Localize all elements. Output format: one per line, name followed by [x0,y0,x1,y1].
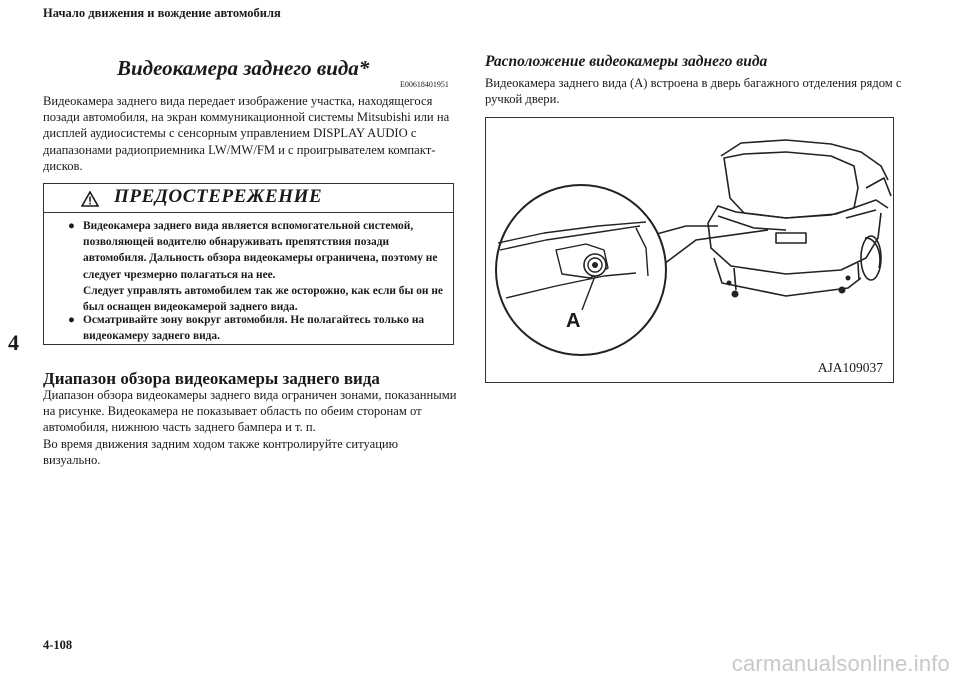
watermark: carmanualsonline.info [731,651,950,676]
warning-title: ПРЕДОСТЕРЕЖЕНИЕ [114,186,323,207]
warning-header [44,184,453,213]
location-heading: Расположение видеокамеры заднего вида [485,53,768,70]
warning-item [68,312,448,344]
camera-label-a: A [566,310,581,332]
warning-triangle-icon [81,191,99,207]
camera-location-figure [485,117,894,383]
location-paragraph: Видеокамера заднего вида (A) встроена в дверь багажного отделения рядом с ручкой двери. [485,76,902,107]
running-head: Начало движения и вождение автомобиля [43,6,281,20]
figure-code: AJA109037 [817,360,883,375]
warning-item-text: Видеокамера заднего вида является вспомогательной системой, позволяющей водителю обнаруживать препятствия позади автомобиля. Дальность обзора видеокамеры ограничена, поэтому не следует чрезмерно полагаться на нее. Следует управлять автомобилем так же осторожно, как если бы он не был оснащен видеокамерой заднего вида. [83,220,443,314]
warning-box [43,183,454,345]
chapter-tab: 4 [8,330,19,355]
page-number: 4-108 [43,638,73,652]
vehicle-rear-illustration [486,118,894,383]
warning-item [68,218,448,315]
bullet-icon: ● [68,220,75,232]
bullet-icon: ● [68,314,75,326]
range-paragraph: Диапазон обзора видеокамеры заднего вида ограничен зонами, показанными на рисунке. Видеокамера не показывает область по обеим сторонам от автомобиля, нижнюю часть заднего бампера и т. п. Во время движения задним ходом также контролируйте ситуацию визуально. [43,388,457,467]
section-title: Видеокамера заднего вида* [117,56,370,80]
range-heading: Диапазон обзора видеокамеры заднего вида [43,369,380,388]
section-code: E00618401951 [400,80,449,89]
warning-item-text: Осматривайте зону вокруг автомобиля. Не полагайтесь только на видеокамеру заднего вида. [83,314,425,343]
intro-paragraph: Видеокамера заднего вида передает изображение участка, находящегося позади автомобиля, на экран коммуникационной системы Mitsubishi или на дисплей аудиосистемы с сенсорным управлением DISPLAY AUDIO с диапазонами радиоприемника LW/MW/FM и с проигрывателем компакт-дисков. [43,94,450,173]
